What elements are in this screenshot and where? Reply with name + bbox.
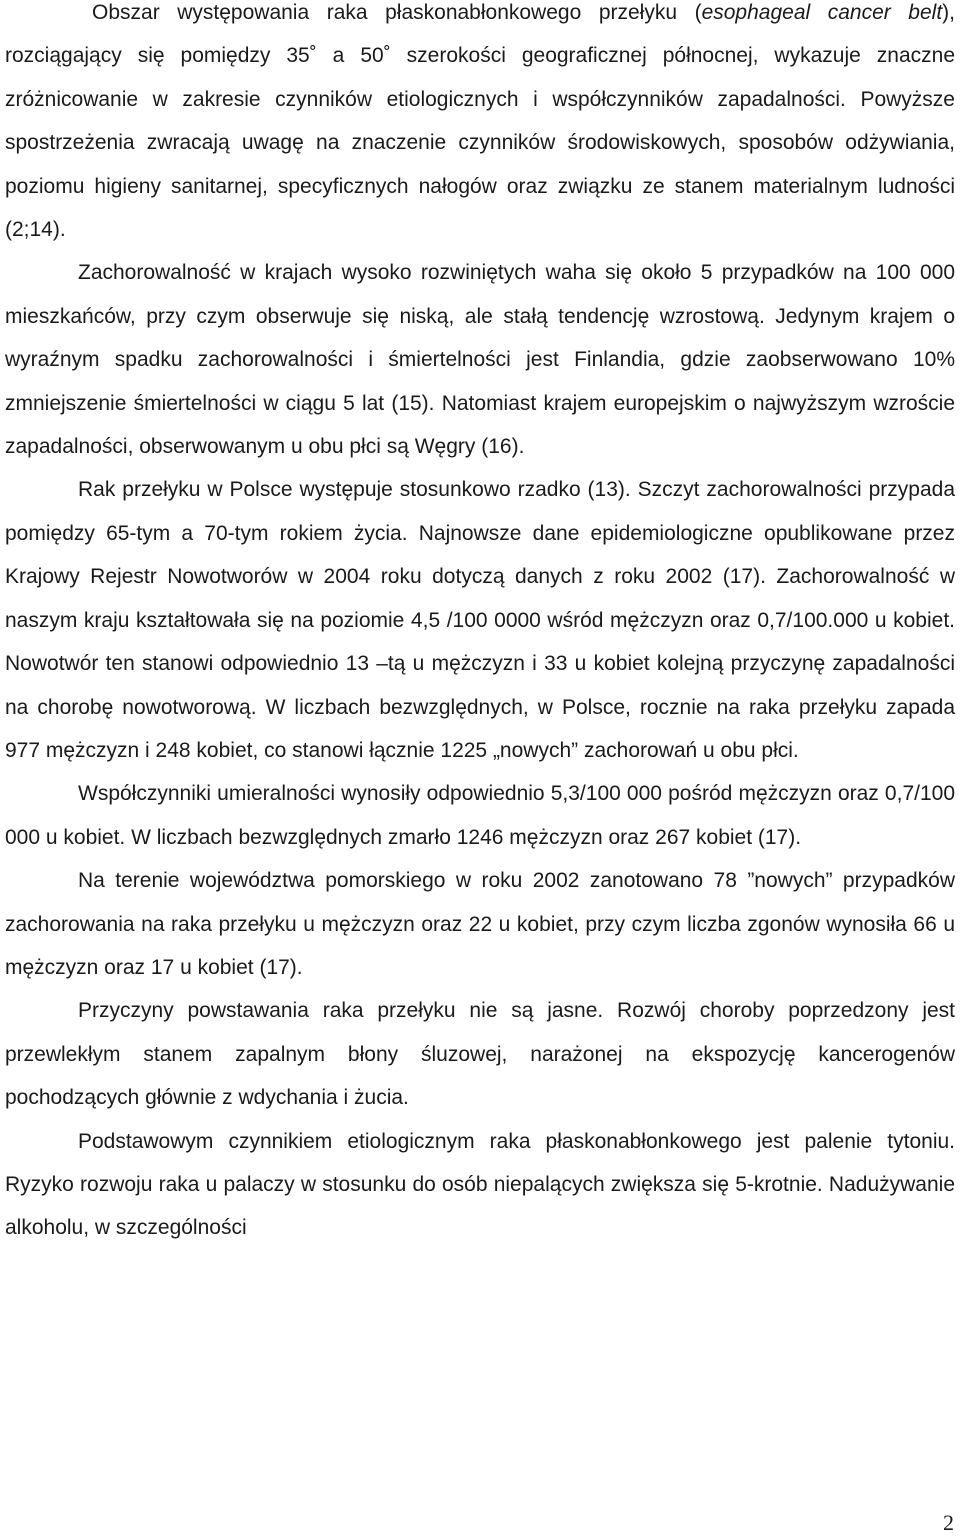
paragraph-mortality-rates: Współczynniki umieralności wynosiły odpowiednio 5,3/100 000 pośród mężczyzn oraz 0,7/100 000 u kobiet. W liczbach bezwzględnych zmarło 1246 mężczyzn oraz 267 kobiet (17).	[5, 782, 955, 849]
paragraph-text-part: Obszar występowania raka płaskonabłonkowego przełyku (	[92, 1, 702, 24]
paragraph-incidence-poland: Rak przełyku w Polsce występuje stosunkowo rzadko (13). Szczyt zachorowalności przypada pomiędzy 65-tym a 70-tym rokiem życia. Najnowsze dane epidemiologiczne opublikowane przez Krajowy Rejestr Nowotworów w 2004 roku dotyczą danych z roku 2002 (17). Zachorowalność w naszym kraju kształtowała się na poziomie 4,5 /100 0000 wśród mężczyzn oraz 0,7/100.000 u kobiet. Nowotwór ten stanowi odpowiednio 13 –tą u mężczyzn i 33 u kobiet kolejną przyczynę zapadalności na chorobę nowotworową. W liczbach bezwzględnych, w Polsce, rocznie na raka przełyku zapada 977 mężczyzn i 248 kobiet, co stanowi łącznie 1225 „nowych” zachorowań u obu płci.	[5, 478, 955, 762]
paragraph-text-part: ), rozciągający się pomiędzy 35˚ a 50˚ szerokości geograficznej północnej, wykazuje znaczne zróżnicowanie w zakresie czynników etiologicznych i współczynników zapadalności. Powyższe spostrzeżenia zwracają uwagę na znaczenie czynników środowiskowych, sposobów odżywiania, poziomu higieny sanitarnej, specyficznych nałogów oraz związku ze stanem materialnym ludności (2;14).	[5, 1, 955, 242]
page-number: 2	[943, 1510, 954, 1535]
paragraph-esophageal-cancer-belt	[5, 0, 955, 251]
body-text	[5, 0, 955, 1250]
paragraph-etiological-factors: Podstawowym czynnikiem etiologicznym raka płaskonabłonkowego jest palenie tytoniu. Ryzyko rozwoju raka u palaczy w stosunku do osób niepalących zwiększa się 5-krotnie. Nadużywanie alkoholu, w szczególności	[5, 1129, 955, 1240]
paragraph-causes: Przyczyny powstawania raka przełyku nie są jasne. Rozwój choroby poprzedzony jest przewlekłym stanem zapalnym błony śluzowej, narażonej na ekspozycję kancerogenów pochodzących głównie z wdychania i żucia.	[5, 999, 955, 1110]
paragraph-incidence-developed-countries: Zachorowalność w krajach wysoko rozwiniętych waha się około 5 przypadków na 100 000 mieszkańców, przy czym obserwuje się niską, ale stałą tendencję wzrostową. Jedynym krajem o wyraźnym spadku zachorowalności i śmiertelności jest Finlandia, gdzie zaobserwowano 10% zmniejszenie śmiertelności w ciągu 5 lat (15). Natomiast krajem europejskim o najwyższym wzroście zapadalności, obserwowanym u obu płci są Węgry (16).	[5, 261, 955, 459]
paragraph-pomeranian-voivodeship: Na terenie województwa pomorskiego w roku 2002 zanotowano 78 ”nowych” przypadków zachorowania na raka przełyku u mężczyzn oraz 22 u kobiet, przy czym liczba zgonów wynosiła 66 u mężczyzn oraz 17 u kobiet (17).	[5, 869, 955, 979]
italic-term: esophageal cancer belt	[701, 1, 943, 24]
